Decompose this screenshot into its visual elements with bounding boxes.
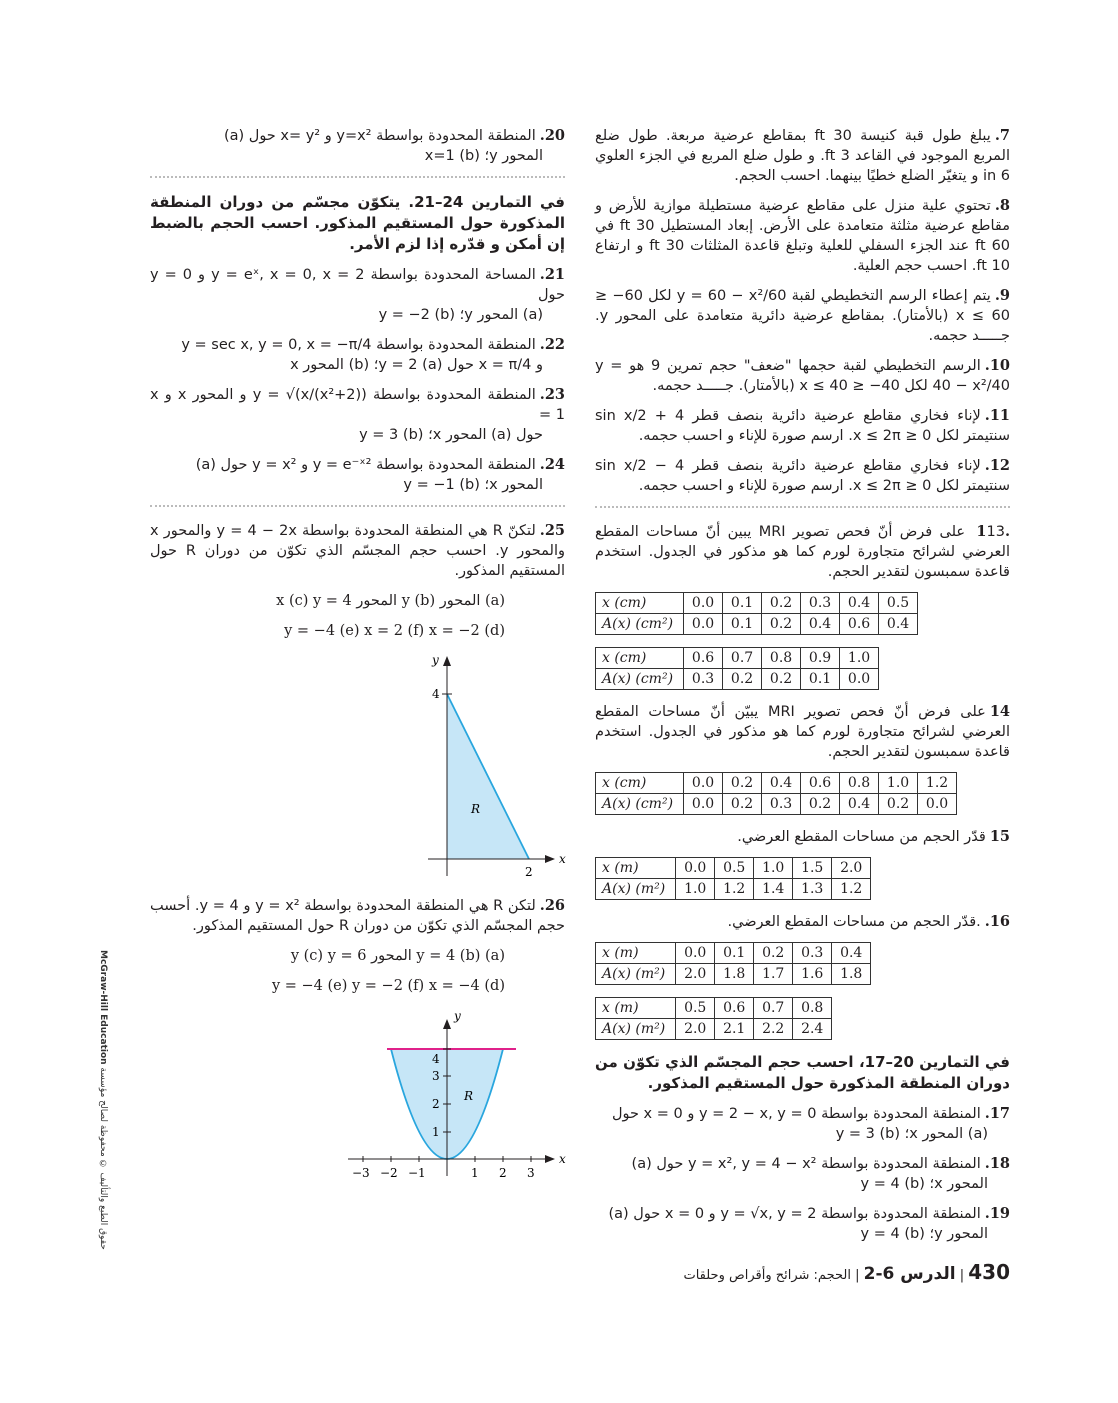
exercise-text: يتم إعطاء الرسم التخطيطي لقبة y = 60 − x²/60 لكل 60− ≤ x ≤ 60 (بالأمتار). بمقاطع عرضية دائرية متعامدة على المحور y. جـــــد حجمه.: [595, 288, 1010, 344]
exercise-parts: المحور x؛ (b) y = −1: [403, 477, 543, 493]
table-cell: 1.3: [793, 879, 832, 900]
exercise-number: 25.: [539, 522, 566, 539]
table-cell: 0.2: [723, 773, 762, 794]
table-cell: 0.1: [723, 614, 762, 635]
row-header: A(x) (cm²): [596, 614, 684, 635]
exercise-text: المنطقة المحدودة بواسطة y = x², y = 4 − x² حول (a): [631, 1156, 981, 1172]
separator: |: [855, 1268, 860, 1283]
y-axis-label: y: [432, 653, 439, 667]
table-cell: 0.4: [762, 773, 801, 794]
divider: [595, 506, 1010, 508]
table-cell: 0.7: [754, 998, 793, 1019]
table-cell: 0.8: [840, 773, 879, 794]
exercise-13: [595, 522, 1010, 582]
x-axis-arrow: [545, 1155, 555, 1163]
data-table: [595, 857, 871, 900]
exercise-number: 19.: [984, 1205, 1010, 1222]
row-header: x (m): [596, 858, 676, 879]
exercise-text: لتكن R هي المنطقة المحدودة بواسطة y = x² و y = 4. أحسب حجم المجسّم الذي تكوّن من دوران R حول المستقيم المذكور.: [150, 898, 565, 934]
table-cell: 0.4: [801, 614, 840, 635]
exercise-14: [595, 702, 1010, 762]
exercise-number: 9.: [994, 287, 1010, 304]
exercise-20: [150, 126, 565, 166]
exercise-26-options-2: (d) y = −4 (e) y = −2 (f) x = −4: [271, 978, 505, 994]
table-cell: 0.6: [840, 614, 879, 635]
exercise-number: 22.: [539, 336, 565, 353]
table-cell: 2.2: [754, 1019, 793, 1040]
table-row: [596, 943, 871, 964]
table-row: [596, 773, 957, 794]
table-cell: 0.8: [762, 648, 801, 669]
table-cell: 2.0: [676, 1019, 715, 1040]
exercise-text: تحتوي علية منزل على مقاطع عرضية مستطيلة موازية للأرض و مقاطع عرضية مثلثة متعامدة على الأرض. إبعاد المستطيل 30 ft في 60 ft عند الجزء السفلي للعلية وتبلغ قاعدة المثلثات 30 ft و ارتفاع 10 ft. احسب حجم العلية.: [595, 198, 1011, 274]
exercise-26-options-1: (a) y = 4 (b) المحور y (c) y = 6: [290, 948, 505, 964]
table-cell: 0.0: [918, 794, 957, 815]
table-row: [596, 593, 918, 614]
exercise-number: 7.: [994, 127, 1010, 144]
exercise-text: الرسم التخطيطي لقبة حجمها "ضعف" حجم تمرين 9 هو y = 40 − x²/40 لكل 40− ≤ x ≤ 40 (بالأمتار). جـــــد حجمه.: [595, 358, 1010, 394]
table-cell: 0.3: [684, 669, 723, 690]
table-cell: 0.4: [832, 943, 871, 964]
exercise-26: [150, 896, 565, 936]
table-cell: 0.0: [684, 794, 723, 815]
y-axis-arrow: [443, 656, 451, 666]
left-column: [150, 126, 565, 1186]
table-row: [596, 858, 871, 879]
copyright-side-note: [98, 950, 108, 1250]
exercise-25-options-2: (d) y = −4 (e) x = 2 (f) x = −2: [284, 623, 505, 639]
exercise-number: 16.: [984, 913, 1010, 930]
x-axis-label: x: [559, 1152, 566, 1166]
exercise-number: 17.: [984, 1105, 1010, 1122]
exercise-text: لإناء فخاري مقاطع عرضية دائرية بنصف قطر 4 − sin x/2 سنتيمتر لكل 0 ≤ x ≤ 2π. ارسم صورة للإناء و احسب حجمه.: [595, 458, 1010, 494]
table-cell: 0.1: [723, 593, 762, 614]
y-axis-label: y: [454, 1009, 461, 1023]
exercise-15: [595, 827, 1010, 847]
table-cell: 0.2: [723, 669, 762, 690]
table-cell: 0.2: [723, 794, 762, 815]
y-tick-label: 3: [432, 1069, 440, 1083]
row-header: x (cm): [596, 773, 684, 794]
x-tick-label: 1: [471, 1166, 479, 1180]
y-tick-label: 1: [432, 1125, 440, 1139]
right-column: [595, 126, 1010, 1284]
section-heading-17-20: في التمارين 20–17، احسب حجم المجسّم الذي تكوّن من دوران المنطقة المذكورة حول المستقيم المذكور.: [595, 1053, 1010, 1092]
exercise-text: المنطقة المحدودة بواسطة y = 2 − x, y = 0 و x = 0 حول: [611, 1106, 981, 1122]
table-row: [596, 648, 879, 669]
exercise-number: 26.: [539, 897, 565, 914]
page-number: 430: [968, 1260, 1010, 1284]
exercise-text: المنطقة المحدودة بواسطة y = e⁻ˣ² و y = x² حول (a): [195, 457, 536, 473]
table-cell: 0.3: [793, 943, 832, 964]
x-tick-label: 2: [499, 1166, 507, 1180]
exercise-24: [150, 455, 565, 495]
rights-text: حقوق الطبع والتأليف © محفوظة لصالح مؤسسة: [98, 1067, 108, 1250]
data-table: [595, 942, 871, 985]
table-cell: 0.9: [801, 648, 840, 669]
table-row: [596, 879, 871, 900]
row-header: A(x) (m²): [596, 879, 676, 900]
exercise-parts: حول (a) المحور x؛ (b) y = 3: [359, 427, 543, 443]
table-cell: 0.7: [723, 648, 762, 669]
row-header: A(x) (m²): [596, 1019, 676, 1040]
exercise-parts: (a) المحور y؛ (b) y = −2: [378, 307, 543, 323]
exercise-text: المنطقة المحدودة بواسطة y=x² و x= y² حول (a): [223, 128, 536, 144]
table-cell: 2.0: [676, 964, 715, 985]
table-cell: 0.0: [676, 858, 715, 879]
exercise-12: [595, 456, 1010, 496]
exercise-parts: و x = π/4 حول (a) y = 2؛ (b) المحور x: [290, 357, 543, 373]
exercise-text: يبلغ طول قبة كنيسة 30 ft بمقاطع عرضية مربعة. طول ضلع المربع الموجود في القاعد 3 ft. و طول ضلع المربع في الجزء العلوي 6 in و يتغيّر الضلع خطيًا بينهما. احسب الحجم.: [595, 128, 1010, 184]
data-table: [595, 592, 918, 635]
exercise-text: المنطقة المحدودة بواسطة y = sec x, y = 0, x = −π/4: [181, 337, 536, 353]
exercise-text: على فرض أنّ فحص تصوير MRI يبيّن أنّ مساحات المقطع العرضي لشرائح متجاورة لورم كما هو مذكور في الجدول. استخدم قاعدة سمبسون لتقدير الحجم.: [595, 704, 1010, 760]
exercise-number: 23.: [539, 386, 566, 403]
exercise-number: 20.: [539, 127, 565, 144]
section-heading-21-24: في التمارين 24–21. يتكوّن مجسّم من دوران المنطقة المذكورة حول المستقيم المذكور. احسب الحجم بالضبط إن أمكن و قدّره إذا لزم الأمر.: [150, 193, 566, 253]
table-cell: 0.5: [879, 593, 918, 614]
table-row: [596, 998, 832, 1019]
x-tick-label: −3: [352, 1166, 370, 1180]
exercise-text: المنطقة المحدودة بواسطة y = √x, y = 2 و x = 0 حول (a): [608, 1206, 981, 1222]
table-cell: 1.2: [715, 879, 754, 900]
exercise-22: [150, 335, 565, 375]
table-cell: 0.6: [801, 773, 840, 794]
region-label: R: [464, 1089, 474, 1103]
x-tick-label: 3: [527, 1166, 535, 1180]
table-cell: 0.6: [715, 998, 754, 1019]
table-cell: 1.2: [918, 773, 957, 794]
table-cell: 1.7: [754, 964, 793, 985]
table-cell: 1.2: [832, 879, 871, 900]
table-cell: 0.6: [684, 648, 723, 669]
exercise-17: [595, 1104, 1010, 1144]
exercise-8: [595, 196, 1010, 276]
graph-exercise-25: [420, 651, 580, 886]
lesson-label: الدرس 6-2: [863, 1264, 956, 1284]
region-label: R: [471, 802, 481, 816]
table-cell: 2.0: [832, 858, 871, 879]
table-cell: 1.8: [715, 964, 754, 985]
table-cell: 0.5: [715, 858, 754, 879]
table-cell: 1.8: [832, 964, 871, 985]
exercise-16: [595, 912, 1010, 932]
exercise-text: المساحة المحدودة بواسطة y = eˣ, x = 0, x = 2 و y = 0 حول: [150, 267, 565, 303]
exercise-parts: المحور y؛ (b) y = 4: [860, 1226, 988, 1242]
table-cell: 0.5: [676, 998, 715, 1019]
exercise-number: 18.: [984, 1155, 1010, 1172]
table-cell: 0.3: [801, 593, 840, 614]
exercise-number: 24.: [539, 456, 565, 473]
table-cell: 0.4: [840, 794, 879, 815]
row-header: x (cm): [596, 593, 684, 614]
y-tick-label: 4: [432, 687, 440, 701]
table-cell: 1.4: [754, 879, 793, 900]
table-cell: 1.0: [840, 648, 879, 669]
row-header: x (m): [596, 943, 676, 964]
page-footer: [595, 1260, 1010, 1284]
table-cell: 1.0: [754, 858, 793, 879]
exercise-number: .1: [976, 523, 1010, 540]
data-table: [595, 647, 879, 690]
exercise-25-options-1: (a) المحور y (b) المحور x (c) y = 4: [276, 593, 505, 609]
table-cell: 0.2: [762, 669, 801, 690]
table-cell: 0.3: [762, 794, 801, 815]
table-cell: 0.4: [879, 614, 918, 635]
table-cell: 1.5: [793, 858, 832, 879]
table-cell: 2.4: [793, 1019, 832, 1040]
row-header: x (cm): [596, 648, 684, 669]
exercise-18: [595, 1154, 1010, 1194]
table-row: [596, 794, 957, 815]
x-tick-label: −2: [380, 1166, 398, 1180]
table-cell: 0.0: [684, 614, 723, 635]
exercise-21: [150, 265, 565, 325]
table-cell: 0.0: [684, 773, 723, 794]
table-cell: 0.0: [840, 669, 879, 690]
exercise-parts: المحور x؛ (b) y = 4: [860, 1176, 988, 1192]
exercise-number: 10.: [984, 357, 1010, 374]
table-cell: 1.0: [676, 879, 715, 900]
table-row: [596, 669, 879, 690]
table-cell: 2.1: [715, 1019, 754, 1040]
exercise-number: 12.: [984, 457, 1010, 474]
table-cell: 0.1: [715, 943, 754, 964]
data-table: [595, 997, 832, 1040]
exercise-23: [150, 385, 565, 445]
publisher: McGraw-Hill Education: [98, 950, 108, 1065]
exercise-text: 13 على فرض أنّ فحص تصوير MRI يبين أنّ مساحات المقطع العرضي لشرائح متجاورة لورم كما هو مذكور في الجدول. استخدم قاعدة سمبسون لتقدير الحجم.: [595, 524, 1010, 580]
exercise-parts: المحور y؛ (b) x=1: [424, 148, 543, 164]
exercise-text: قدّر الحجم من مساحات المقطع العرضي.: [737, 829, 986, 845]
lesson-title: الحجم: شرائح وأقراص وحلقات: [683, 1268, 851, 1283]
exercise-text: لإناء فخاري مقاطع عرضية دائرية بنصف قطر 4 + sin x/2 سنتيمتر لكل 0 ≤ x ≤ 2π. ارسم صورة للإناء و احسب حجمه.: [595, 408, 1010, 444]
table-cell: 0.2: [879, 794, 918, 815]
x-tick-label: 2: [525, 865, 533, 879]
table-cell: 0.8: [793, 998, 832, 1019]
table-cell: 0.2: [762, 593, 801, 614]
table-cell: 0.4: [840, 593, 879, 614]
exercise-25: [150, 521, 565, 581]
table-cell: 0.2: [801, 794, 840, 815]
table-cell: 0.1: [801, 669, 840, 690]
table-row: [596, 1019, 832, 1040]
y-tick-label: 2: [432, 1097, 440, 1111]
row-header: x (m): [596, 998, 676, 1019]
separator: |: [959, 1268, 965, 1283]
row-header: A(x) (m²): [596, 964, 676, 985]
x-axis-arrow: [545, 855, 555, 863]
table-cell: 1.0: [879, 773, 918, 794]
exercise-7: [595, 126, 1010, 186]
exercise-text: المنطقة المحدودة بواسطة y = √(x/(x²+2)) و المحور x و x = 1: [150, 387, 565, 423]
table-cell: 0.2: [754, 943, 793, 964]
exercise-text: لتكنّ R هي المنطقة المحدودة بواسطة y = 4 − 2x والمحور x والمحور y. احسب حجم المجسّم الذي تكوّن من دوران R حول المستقيم المذكور.: [150, 523, 565, 579]
row-header: A(x) (cm²): [596, 794, 684, 815]
exercise-text: .قدّر الحجم من مساحات المقطع العرضي.: [727, 914, 981, 930]
table-cell: 0.0: [676, 943, 715, 964]
exercise-11: [595, 406, 1010, 446]
x-tick-label: −1: [408, 1166, 426, 1180]
exercise-number: 21.: [539, 266, 565, 283]
divider: [150, 505, 565, 507]
data-table: [595, 772, 957, 815]
exercise-number: 15: [989, 828, 1010, 845]
y-tick-label: 4: [432, 1052, 440, 1066]
table-row: [596, 964, 871, 985]
table-row: [596, 614, 918, 635]
exercise-parts: (a) المحور x؛ (b) y = 3: [835, 1126, 988, 1142]
exercise-number: 14: [989, 703, 1010, 720]
divider: [150, 176, 565, 178]
exercise-number: 8.: [994, 197, 1010, 214]
table-cell: 0.2: [762, 614, 801, 635]
graph-exercise-26: [340, 1006, 580, 1186]
table-cell: 0.0: [684, 593, 723, 614]
x-axis-label: x: [559, 852, 566, 866]
exercise-number: 11.: [984, 407, 1010, 424]
exercise-10: [595, 356, 1010, 396]
exercise-9: [595, 286, 1010, 346]
row-header: A(x) (cm²): [596, 669, 684, 690]
table-cell: 1.6: [793, 964, 832, 985]
y-axis-arrow: [443, 1019, 451, 1029]
exercise-19: [595, 1204, 1010, 1244]
